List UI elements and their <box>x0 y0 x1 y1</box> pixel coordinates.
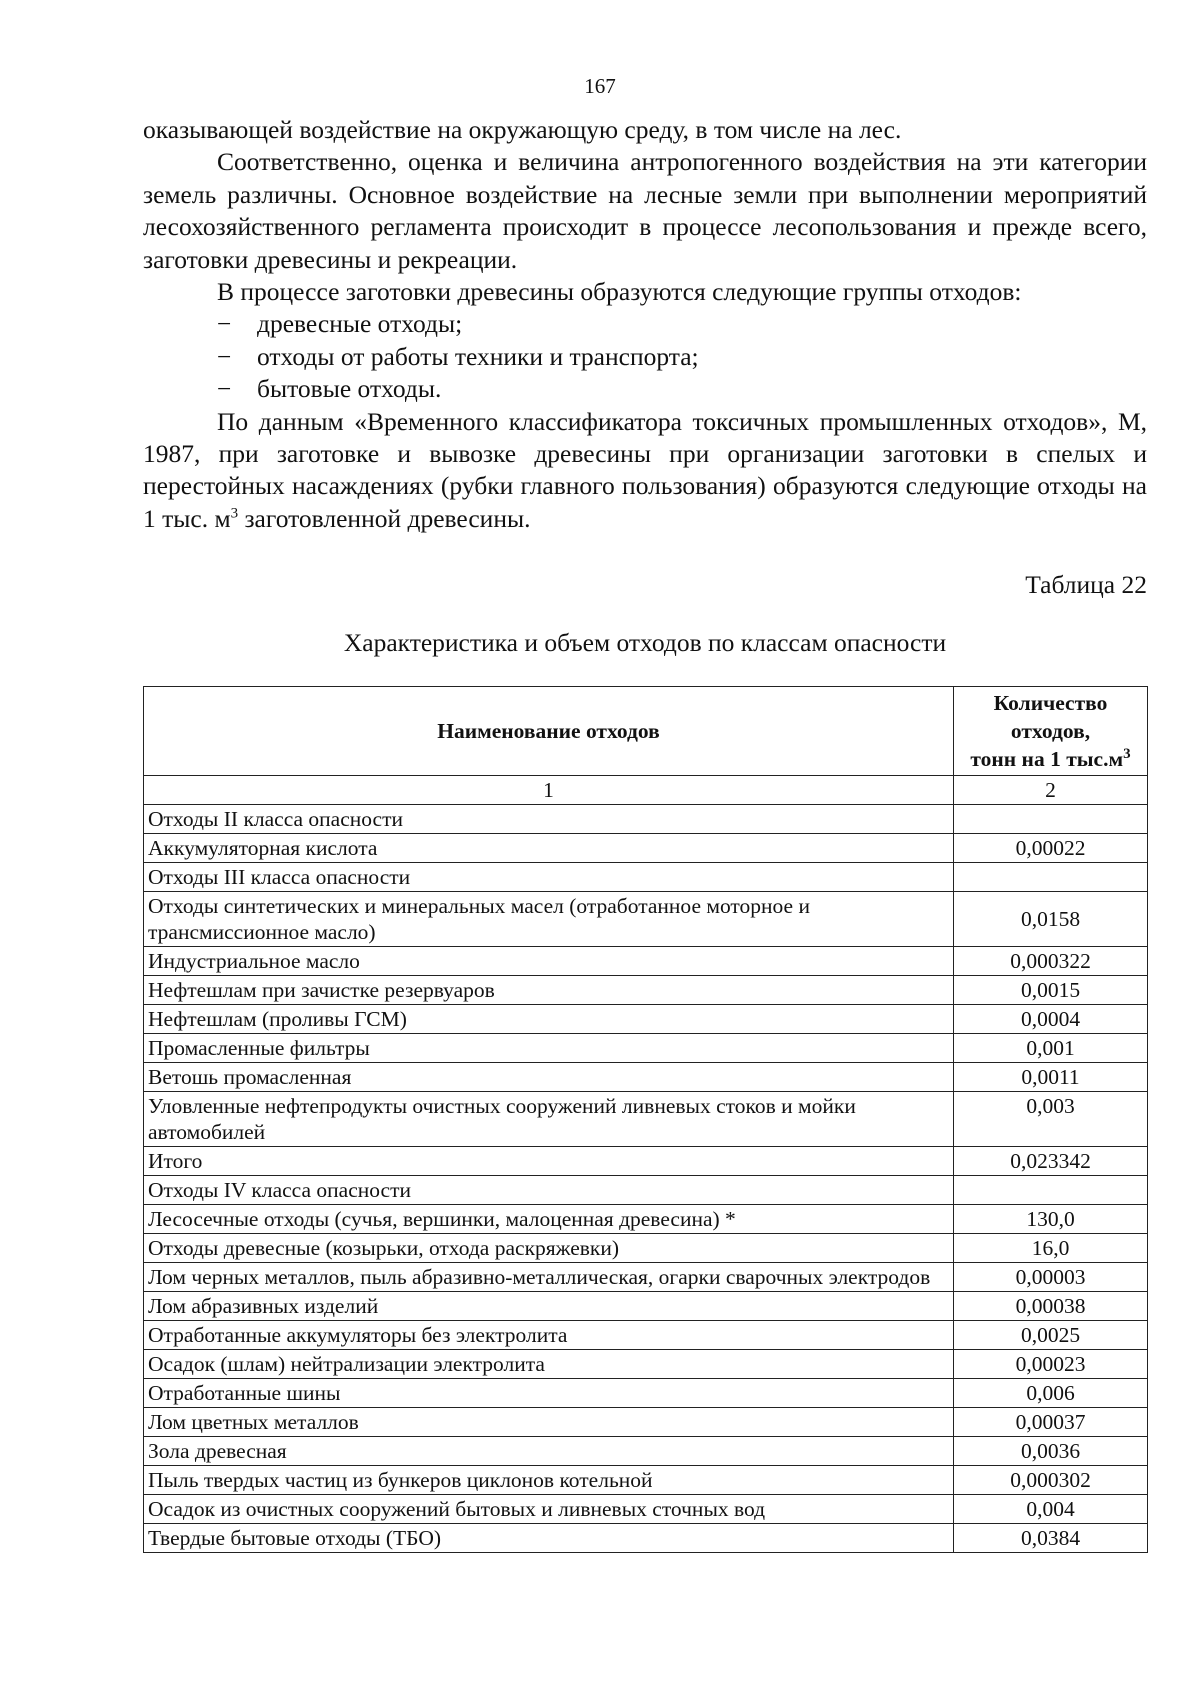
waste-name-cell: Ветошь промасленная <box>144 1063 954 1092</box>
list-item <box>143 373 1147 405</box>
waste-quantity-cell: 0,006 <box>954 1379 1148 1408</box>
waste-quantity-cell: 0,0015 <box>954 976 1148 1005</box>
table-row <box>144 947 1148 976</box>
table-row <box>144 892 1148 947</box>
waste-name-cell: Твердые бытовые отходы (ТБО) <box>144 1524 954 1553</box>
waste-name-cell: Нефтешлам при зачистке резервуаров <box>144 976 954 1005</box>
waste-quantity-cell: 0,00023 <box>954 1350 1148 1379</box>
waste-quantity-cell: 0,0036 <box>954 1437 1148 1466</box>
table-row <box>144 1092 1148 1147</box>
table-row <box>144 1437 1148 1466</box>
header-waste-quantity <box>954 687 1148 776</box>
waste-name-cell: Отходы III класса опасности <box>144 863 954 892</box>
waste-name-cell: Лесосечные отходы (сучья, вершинки, малоценная древесина) * <box>144 1205 954 1234</box>
table-index-row <box>144 776 1148 805</box>
waste-name-cell: Отходы II класса опасности <box>144 805 954 834</box>
index-col-2: 2 <box>954 776 1148 805</box>
list-item <box>143 341 1147 373</box>
dash-bullet: − <box>217 341 232 371</box>
table-row <box>144 1379 1148 1408</box>
waste-quantity-cell: 130,0 <box>954 1205 1148 1234</box>
table-row <box>144 863 1148 892</box>
table-row <box>144 1321 1148 1350</box>
table-row <box>144 1205 1148 1234</box>
waste-quantity-cell: 0,000322 <box>954 947 1148 976</box>
waste-quantity-cell: 0,004 <box>954 1495 1148 1524</box>
list-item-text: бытовые отходы. <box>257 374 442 404</box>
waste-name-cell: Отработанные аккумуляторы без электролита <box>144 1321 954 1350</box>
waste-name-cell: Осадок (шлам) нейтрализации электролита <box>144 1350 954 1379</box>
header-qty-line1: Количество <box>993 691 1108 715</box>
waste-quantity-cell: 0,0384 <box>954 1524 1148 1553</box>
paragraph-1: оказывающей воздействие на окружающую среду, в том числе на лес. <box>143 115 902 144</box>
waste-quantity-cell: 0,000302 <box>954 1466 1148 1495</box>
paragraph-4 <box>143 406 1147 536</box>
body-text <box>143 114 1147 535</box>
waste-name-cell: Нефтешлам (проливы ГСМ) <box>144 1005 954 1034</box>
table-row <box>144 1466 1148 1495</box>
waste-groups-list <box>143 308 1147 405</box>
waste-quantity-cell <box>954 1176 1148 1205</box>
paragraph-3: В процессе заготовки древесины образуются следующие группы отходов: <box>217 277 1022 307</box>
waste-quantity-cell: 0,00022 <box>954 834 1148 863</box>
table-row <box>144 1495 1148 1524</box>
table-row <box>144 1147 1148 1176</box>
list-item-text: отходы от работы техники и транспорта; <box>257 341 699 371</box>
table-row <box>144 1234 1148 1263</box>
table-row <box>144 805 1148 834</box>
table-title: Характеристика и объем отходов по классам опасности <box>343 628 947 657</box>
waste-name-cell: Промасленные фильтры <box>144 1034 954 1063</box>
page-number: 167 <box>584 74 616 98</box>
table-row <box>144 1292 1148 1321</box>
waste-quantity-cell: 0,0158 <box>954 892 1148 947</box>
table-row <box>144 1263 1148 1292</box>
table-row <box>144 976 1148 1005</box>
waste-name-cell: Отходы синтетических и минеральных масел (отработанное моторное и трансмиссионное масло) <box>144 892 954 947</box>
waste-quantity-cell <box>954 805 1148 834</box>
list-item-text: древесные отходы; <box>257 309 463 339</box>
paragraph-4-end: заготовленной древесины. <box>238 503 531 533</box>
waste-name-cell: Уловленные нефтепродукты очистных сооружений ливневых стоков и мойки автомобилей <box>144 1092 954 1147</box>
waste-quantity-cell: 0,023342 <box>954 1147 1148 1176</box>
header-qty-superscript: 3 <box>1123 745 1131 762</box>
table-row <box>144 1005 1148 1034</box>
waste-name-cell: Осадок из очистных сооружений бытовых и ливневых сточных вод <box>144 1495 954 1524</box>
waste-name-cell: Лом цветных металлов <box>144 1408 954 1437</box>
waste-name-cell: Зола древесная <box>144 1437 954 1466</box>
waste-quantity-cell: 16,0 <box>954 1234 1148 1263</box>
dash-bullet: − <box>217 374 232 404</box>
table-label: Таблица 22 <box>1025 570 1147 599</box>
waste-quantity-cell: 0,00037 <box>954 1408 1148 1437</box>
waste-quantity-cell: 0,0011 <box>954 1063 1148 1092</box>
index-col-1: 1 <box>144 776 954 805</box>
dash-bullet: − <box>217 309 232 339</box>
waste-quantity-cell <box>954 863 1148 892</box>
table-row <box>144 1524 1148 1553</box>
table-header-row <box>144 687 1148 776</box>
header-qty-line2: отходов, <box>1010 719 1091 743</box>
waste-name-cell: Лом черных металлов, пыль абразивно-металлическая, огарки сварочных электродов <box>144 1263 954 1292</box>
waste-table <box>143 686 1148 1553</box>
table-row <box>144 1063 1148 1092</box>
paragraph-2: Соответственно, оценка и величина антропогенного воздействия на эти категории земель различны. Основное воздействие на лесные земли при выполнении мероприятий лесохозяйственного регламента происходит в процессе лесопользования и прежде всего, заготовки древесины и рекреации. <box>143 147 1147 274</box>
waste-quantity-cell: 0,0025 <box>954 1321 1148 1350</box>
table-row <box>144 834 1148 863</box>
waste-name-cell: Индустриальное масло <box>144 947 954 976</box>
waste-name-cell: Итого <box>144 1147 954 1176</box>
waste-quantity-cell: 0,00038 <box>954 1292 1148 1321</box>
header-waste-name: Наименование отходов <box>144 687 954 776</box>
table-row <box>144 1350 1148 1379</box>
waste-quantity-cell: 0,001 <box>954 1034 1148 1063</box>
table-row <box>144 1034 1148 1063</box>
waste-quantity-cell: 0,0004 <box>954 1005 1148 1034</box>
waste-name-cell: Пыль твердых частиц из бункеров циклонов котельной <box>144 1466 954 1495</box>
list-item <box>143 308 1147 340</box>
header-qty-line3: тонн на 1 тыс.м <box>970 747 1124 771</box>
cubic-superscript: 3 <box>230 505 239 522</box>
waste-name-cell: Отходы IV класса опасности <box>144 1176 954 1205</box>
waste-name-cell: Отработанные шины <box>144 1379 954 1408</box>
waste-quantity-cell: 0,00003 <box>954 1263 1148 1292</box>
waste-name-cell: Аккумуляторная кислота <box>144 834 954 863</box>
waste-name-cell: Лом абразивных изделий <box>144 1292 954 1321</box>
table-row <box>144 1408 1148 1437</box>
waste-quantity-cell: 0,003 <box>954 1092 1148 1147</box>
paragraph-4-main: По данным «Временного классификатора токсичных промышленных отходов», М, 1987, при заготовке и вывозке древесины при организации заготовки в спелых и перестойных насаждениях (рубки главного пользования) образуются следующие отходы на 1 тыс. м <box>143 406 1147 533</box>
table-row <box>144 1176 1148 1205</box>
waste-name-cell: Отходы древесные (козырьки, отхода раскряжевки) <box>144 1234 954 1263</box>
